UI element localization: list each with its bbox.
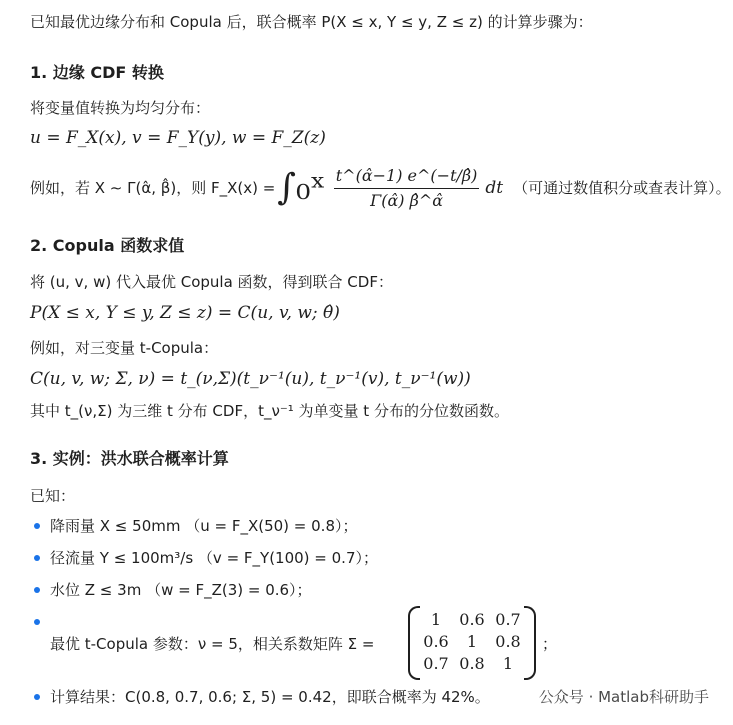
matrix-cell: 0.6: [459, 610, 485, 629]
step2-note: 其中 t_(ν,Σ) 为三维 t 分布 CDF，t_ν⁻¹ 为单变量 t 分布的分位数函数。: [30, 402, 509, 420]
step1-example: [30, 166, 731, 210]
joint-cdf-equation: P(X ≤ x, Y ≤ y, Z ≤ z) = C(u, v, w; θ̂): [30, 303, 340, 323]
integral-symbol: ∫₀ˣ: [277, 167, 326, 208]
correlation-matrix: [408, 606, 536, 676]
example-prefix: 例如，若 X ∼ Γ(α̂, β̂)，则 F_X(x) =: [30, 179, 276, 197]
bullet-runoff: 径流量 Y ≤ 100m³/s （v = F_Y(100) = 0.7）；: [50, 549, 378, 567]
step1-equation: [30, 128, 326, 148]
fraction-denominator: Γ(α̂) β̂^α̂: [334, 188, 480, 211]
matrix-cell: 0.7: [423, 654, 449, 673]
step3-known: 已知：: [30, 487, 76, 505]
step2-equation: [30, 303, 340, 323]
bullet-dot: [34, 587, 40, 593]
step1-text: 将变量值转换为均匀分布：: [30, 99, 211, 117]
watermark: 公众号 · Matlab科研助手: [535, 684, 713, 709]
fraction-numerator: t^(α̂−1) e^(−t/β̂): [335, 165, 478, 185]
bullet-result: 计算结果：C(0.8, 0.7, 0.6; Σ, 5) = 0.42，即联合概率为 42%。: [50, 688, 490, 706]
matrix-cell: 1: [502, 654, 514, 673]
intro-text: 已知最优边缘分布和 Copula 后，联合概率 P(X ≤ x, Y ≤ y, Z ≤ z) 的计算步骤为：: [30, 13, 593, 31]
bullet-params: 最优 t-Copula 参数：ν = 5，相关系数矩阵 Σ =: [50, 635, 375, 653]
step2-example: 例如，对三变量 t-Copula：: [30, 339, 219, 357]
t-copula-equation: C(u, v, w; Σ, ν) = t_(ν,Σ)(t_ν⁻¹(u), t_ν⁻¹(v), t_ν⁻¹(w)): [30, 369, 471, 389]
example-suffix: （可通过数值积分或查表计算）。: [513, 179, 731, 197]
matrix-row: [418, 632, 526, 651]
matrix-cell: 0.7: [495, 610, 521, 629]
step1-heading: 1. 边缘 CDF 转换: [30, 63, 164, 82]
matrix-cell: 1: [430, 610, 442, 629]
matrix-cell: 0.8: [495, 632, 521, 651]
step2-heading: 2. Copula 函数求值: [30, 236, 185, 255]
matrix-row: [418, 654, 526, 673]
step2-text: 将 (u, v, w) 代入最优 Copula 函数，得到联合 CDF：: [30, 273, 393, 291]
matrix-cell: 0.8: [459, 654, 485, 673]
bullet-rainfall: 降雨量 X ≤ 50mm （u = F_X(50) = 0.8）；: [50, 517, 358, 535]
bullet-dot: [34, 555, 40, 561]
marginal-transform-equation: u = F_X(x), v = F_Y(y), w = F_Z(z): [30, 128, 326, 148]
gamma-pdf-fraction: [334, 166, 480, 211]
matrix-cell: 1: [466, 632, 478, 651]
bullet-dot: [34, 694, 40, 700]
matrix-cell: 0.6: [423, 632, 449, 651]
step2-t-equation: [30, 369, 471, 389]
bullet-water-level: 水位 Z ≤ 3m （w = F_Z(3) = 0.6）；: [50, 581, 312, 599]
bullet-dot: [34, 523, 40, 529]
step3-heading: 3. 实例：洪水联合概率计算: [30, 449, 229, 468]
dt-symbol: dt: [485, 178, 504, 198]
params-suffix: ；: [542, 635, 558, 653]
bullet-dot: [34, 619, 40, 625]
matrix-row: [418, 610, 526, 629]
